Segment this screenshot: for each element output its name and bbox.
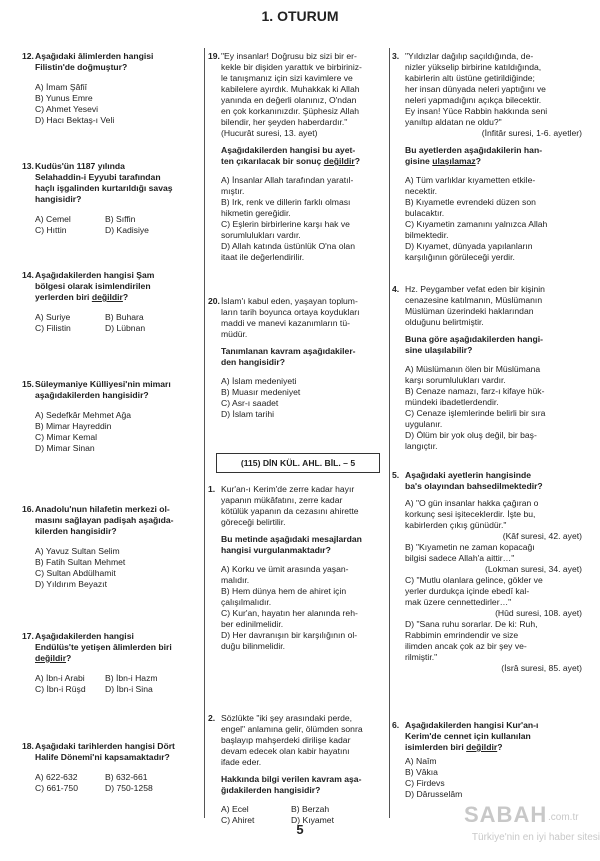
option[interactable]: C) Ahmet Yesevi xyxy=(35,104,99,114)
option[interactable]: D) "Sana ruhu sorarlar. De ki: Ruh, Rabbimin emrindendir ve size ilimden ancak çok az bir şey ve- rilmiştir." xyxy=(405,619,538,662)
question-12: 12. Aşağıdaki âlimlerden hangisi Filistin'de doğmuştur? A) İmam Şâfiî B) Yunus Emre C) Ahmet Yesevi D) Hacı Bektaş-ı Veli xyxy=(22,51,204,126)
option[interactable]: C) Kıyametin zamanını yalnızca Allah bilmektedir. xyxy=(405,219,548,240)
question-19: 19. "Ey insanlar! Doğrusu biz sizi bir er- kekle bir dişiden yarattık ve birbiriniz- le tanışmanız için sizi kavimlere ve kabilelere ayırdık. Muhakkak ki Allah yanında en değerli olanınız, O'ndan en çok korkanınızdır. Şüphesiz Allah bilendir, her şeyden haberdardır." (Hucurât suresi, 13. ayet) Aşağıdakilerden hangisi bu ayet- ten çıkarılacak bir sonuç değildir? A) İnsanlar Allah tarafından yaratıl- mıştır. B) Irk, renk ve dillerin farklı olması hikmetin gereğidir. C) Eşlerin birbirlerine karşı hak ve sorumlulukları vardır. D) Allah katında üstünlük O'na olan itaat ile değerlendirilir. xyxy=(208,51,388,263)
option[interactable]: A) Cemel xyxy=(35,214,71,224)
question-stem: Süleymaniye Külliyesi'nin mimarı aşağıdakilerden hangisidir? xyxy=(35,379,171,400)
question-stem: "Ey insanlar! Doğrusu biz sizi bir er- kekle bir dişiden yarattık ve birbiriniz- le tanışmanız için sizi kavimlere ve kabilelere ayırdık. Muhakkak ki Allah yanında en değerli olanınız, O'ndan en çok korkanınızdır. Şüphesiz Allah bilendir, her şeyden haberdardır." (Hucurât suresi, 13. ayet) xyxy=(221,51,362,138)
option[interactable]: C) Eşlerin birbirlerine karşı hak ve sorumlulukları vardır. xyxy=(221,219,350,240)
option[interactable]: B) Fatih Sultan Mehmet xyxy=(35,557,126,567)
option[interactable]: D) Her davranışın bir karşılığının ol- duğu bilinmelidir. xyxy=(221,630,358,651)
option[interactable]: B) Vâkıa xyxy=(405,767,438,777)
option[interactable]: A) Ecel xyxy=(221,804,249,814)
option[interactable]: A) Tüm varlıklar kıyametten etkile- necektir. xyxy=(405,175,536,196)
question-ask: Aşağıdakilerden hangisi bu ayet- ten çıkarılacak bir sonuç değildir? xyxy=(221,145,360,166)
option[interactable]: D) Ölüm bir yok oluş değil, bir baş- langıçtır. xyxy=(405,430,537,451)
option[interactable]: B) İbn-i Hazm xyxy=(105,673,158,683)
option[interactable]: D) İslam tarihi xyxy=(221,409,275,419)
option[interactable]: C) Firdevs xyxy=(405,778,445,788)
option[interactable]: A) İnsanlar Allah tarafından yaratıl- mıştır. xyxy=(221,175,354,196)
option[interactable]: B) Irk, renk ve dillerin farklı olması hikmetin gereğidir. xyxy=(221,197,351,218)
watermark-brand: SABAH xyxy=(464,802,548,827)
question-13: 13. Kudüs'ün 1187 yılında Selahaddin-i Eyyubi tarafından haçlı işgalinden kurtarıldığı savaş hangisidir? A) Cemel B) Sıffin C) Hıttin D) Kadisiye xyxy=(22,161,204,236)
option[interactable]: A) Yavuz Sultan Selim xyxy=(35,546,120,556)
option[interactable]: C) Asr-ı saadet xyxy=(221,398,279,408)
question-16: 16. Anadolu'nun hilafetin merkezi ol- masını sağlayan padişah aşağıda- kilerden hangisidir? A) Yavuz Sultan Selim B) Fatih Sultan Mehmet C) Sultan Abdülhamit D) Yıldırım Beyazıt xyxy=(22,504,204,590)
question-stem: Aşağıdaki ayetlerin hangisinde ba's olayından bahsedilmektedir? xyxy=(405,470,543,491)
option[interactable]: C) Kur'an, hayatın her alanında reh- ber edinilmelidir. xyxy=(221,608,358,629)
option[interactable]: C) Mimar Kemal xyxy=(35,432,98,442)
option[interactable]: B) Berzah xyxy=(291,804,330,814)
section-label: (115) DİN KÜL. AHL. BİL. – 5 xyxy=(216,453,380,473)
option[interactable]: B) Yunus Emre xyxy=(35,93,93,103)
option[interactable]: A) Sedefkâr Mehmet Ağa xyxy=(35,410,132,420)
watermark-slogan: Türkiye'nin en iyi haber sitesi xyxy=(471,832,600,843)
question-stem: Anadolu'nun hilafetin merkezi ol- masını sağlayan padişah aşağıda- kilerden hangisidir? xyxy=(35,504,174,536)
question-ask: Bu ayetlerden aşağıdakilerin han- gisine ulaşılamaz? xyxy=(405,145,543,166)
option[interactable]: C) İbn-i Rüşd xyxy=(35,684,86,694)
option[interactable]: D) İbn-i Sina xyxy=(105,684,153,694)
option[interactable]: D) Kadisiye xyxy=(105,225,149,235)
question-2: 2. Sözlükte "iki şey arasındaki perde, engel" anlamına gelir, ölümden sonra başlayıp mahşerdeki dirilişe kadar devam edecek olan kabir hayatını ifade eder. Hakkında bilgi verilen kavram aşa- ğıdakilerden hangisidir? A) Ecel B) Berzah C) Ahiret D) Kıyamet xyxy=(208,713,388,826)
option[interactable]: B) Kıyametle evrendeki düzen son bulacaktır. xyxy=(405,197,536,218)
question-stem: Aşağıdakilerden hangisi Şam bölgesi olarak isimlendirilen yerlerden biri değildir? xyxy=(35,270,155,302)
question-stem: İslam'ı kabul eden, yaşayan toplum- ların tarih boyunca ortaya koydukları maddi ve manevi kazanımların tü- müdür. xyxy=(221,296,360,339)
question-stem: Kudüs'ün 1187 yılında Selahaddin-i Eyyubi tarafından haçlı işgalinden kurtarıldığı savaş hangisidir? xyxy=(35,161,173,204)
option[interactable]: C) Cenaze işlemlerinde belirli bir sıra uygulanır. xyxy=(405,408,546,429)
page-number: 5 xyxy=(296,822,304,837)
question-6: 6. Aşağıdakilerden hangisi Kur'an-ı Kerim'de cennet için kullanılan isimlerden biri değildir? A) Naîm B) Vâkıa C) Firdevs D) Dârusselâm xyxy=(392,720,582,800)
option[interactable]: A) İbn-i Arabi xyxy=(35,673,85,683)
option[interactable]: D) Lübnan xyxy=(105,323,146,333)
option[interactable]: A) 622-632 xyxy=(35,772,78,782)
option[interactable]: D) Kıyamet, dünyada yapılanların karşılığının görüleceği yerdir. xyxy=(405,241,533,262)
column-divider xyxy=(389,48,390,818)
option[interactable]: C) "Mutlu olanlara gelince, gökler ve yerler durdukça içinde ebedî kal- mak üzere cennettedirler…" xyxy=(405,575,543,607)
option[interactable]: B) "Kıyametin ne zaman kopacağı bilgisi sadece Allah'a aittir…" xyxy=(405,542,535,563)
option[interactable]: A) Müslümanın ölen bir Müslümana karşı sorumlulukları vardır. xyxy=(405,364,541,385)
option[interactable]: A) "O gün insanlar hakka çağıran o korkunç sesi işiteceklerdir. İşte bu, kabirlerden çıkış günüdür." xyxy=(405,498,539,530)
question-20: 20. İslam'ı kabul eden, yaşayan toplum- ların tarih boyunca ortaya koydukları maddi ve manevi kazanımların tü- müdür. Tanımlanan kavram aşağıdakiler- den hangisidir? A) İslam medeniyeti B) Muasır medeniyet C) Asr-ı saadet D) İslam tarihi xyxy=(208,296,388,420)
option[interactable]: A) İslam medeniyeti xyxy=(221,376,297,386)
question-ask: Tanımlanan kavram aşağıdakiler- den hangisidir? xyxy=(221,346,356,367)
question-17: 17. Aşağıdakilerden hangisi Endülüs'te yetişen âlimlerden biri değildir? A) İbn-i Arabi B) İbn-i Hazm C) İbn-i Rüşd D) İbn-i Sina xyxy=(22,631,204,695)
option[interactable]: C) 661-750 xyxy=(35,783,78,793)
option[interactable]: B) Sıffin xyxy=(105,214,136,224)
verse-source: (İnfitâr suresi, 1-6. ayetler) xyxy=(481,128,582,138)
question-ask: Bu metinde aşağıdaki mesajlardan hangisi vurgulanmaktadır? xyxy=(221,534,362,555)
option[interactable]: C) Sultan Abdülhamit xyxy=(35,568,116,578)
question-stem: Sözlükte "iki şey arasındaki perde, engel" anlamına gelir, ölümden sonra başlayıp mahşerdeki dirilişe kadar devam edecek olan kabir hayatını ifade eder. xyxy=(221,713,363,767)
option[interactable]: C) Filistin xyxy=(35,323,71,333)
question-5: 5. Aşağıdaki ayetlerin hangisinde ba's olayından bahsedilmektedir? A) "O gün insanlar hakka çağıran o korkunç sesi işiteceklerdir. İşte bu, kabirlerden çıkış günüdür." (Kâf suresi, 42. ayet) B) "Kıyametin ne zaman kopacağı bilgisi sadece Allah'a aittir…" (Lokman suresi, 34. ayet) C) "Mutlu olanlara gelince, gökler ve yerler durdukça içinde ebedî kal- mak üzere cennettedirler…" (Hûd suresi, 108. ayet) D) "Sana ruhu sorarlar. De ki: Ruh, Rabbimin emrindendir ve size ilimden ancak çok az bir şey ve- rilmiştir." (İsrâ suresi, 85. ayet) xyxy=(392,470,582,673)
question-14: 14. Aşağıdakilerden hangisi Şam bölgesi olarak isimlendirilen yerlerden biri değildir? A) Suriye B) Buhara C) Filistin D) Lübnan xyxy=(22,270,204,334)
question-stem: Aşağıdaki tarihlerden hangisi Dört Halife Dönemi'ni kapsamaktadır? xyxy=(35,741,175,762)
option[interactable]: D) 750-1258 xyxy=(105,783,153,793)
option[interactable]: A) İmam Şâfiî xyxy=(35,82,88,92)
question-stem: Aşağıdakilerden hangisi Kur'an-ı Kerim'de cennet için kullanılan isimlerden biri değildir? xyxy=(405,720,539,752)
question-4: 4. Hz. Peygamber vefat eden bir kişinin cenazesine katılmanın, Müslümanın Müslüman üzerindeki haklarından olduğunu belirtmiştir. Buna göre aşağıdakilerden hangi- sine ulaşılabilir? A) Müslümanın ölen bir Müslümana karşı sorumlulukları vardır. B) Cenaze namazı, farz-ı kifaye hük- mündeki ibadetlerdendir. C) Cenaze işlemlerinde belirli bir sıra uygulanır. D) Ölüm bir yok oluş değil, bir baş- langıçtır. xyxy=(392,284,582,452)
option[interactable]: B) Muasır medeniyet xyxy=(221,387,301,397)
verse-source: (Hûd suresi, 108. ayet) xyxy=(495,608,582,618)
question-stem: Aşağıdaki âlimlerden hangisi Filistin'de doğmuştur? xyxy=(35,51,154,72)
question-stem: "Yıldızlar dağılıp saçıldığında, de- nizler yükselip birbirine katıldığında, kabirlerin altı üstüne getirildiğinde; her insan dünyada neleri yaptığını ve neleri yapmadığını açıkça bilecektir. Ey insan! Yüce Rabbin hakkında seni yanıltıp aldatan ne oldu?" xyxy=(405,51,548,127)
verse-source: (İsrâ suresi, 85. ayet) xyxy=(501,663,582,673)
question-ask: Hakkında bilgi verilen kavram aşa- ğıdakilerden hangisidir? xyxy=(221,774,362,795)
option[interactable]: B) Mimar Hayreddin xyxy=(35,421,112,431)
question-ask: Buna göre aşağıdakilerden hangi- sine ulaşılabilir? xyxy=(405,334,544,355)
column-divider xyxy=(204,48,205,818)
option[interactable]: B) Buhara xyxy=(105,312,144,322)
option[interactable]: B) Hem dünya hem de ahiret için çalışılmalıdır. xyxy=(221,586,347,607)
watermark-domain: .com.tr xyxy=(548,812,579,823)
option[interactable]: D) Kıyamet xyxy=(291,815,334,825)
option[interactable]: D) Yıldırım Beyazıt xyxy=(35,579,107,589)
option[interactable]: D) Dârusselâm xyxy=(405,789,463,799)
verse-source: (Lokman suresi, 34. ayet) xyxy=(485,564,582,574)
option[interactable]: C) Hıttin xyxy=(35,225,67,235)
option[interactable]: B) Cenaze namazı, farz-ı kifaye hük- mündeki ibadetlerdendir. xyxy=(405,386,545,407)
option[interactable]: D) Allah katında üstünlük O'na olan itaat ile değerlendirilir. xyxy=(221,241,355,262)
option[interactable]: B) 632-661 xyxy=(105,772,148,782)
question-stem: Hz. Peygamber vefat eden bir kişinin cenazesine katılmanın, Müslümanın Müslüman üzerindeki haklarından olduğunu belirtmiştir. xyxy=(405,284,545,327)
option[interactable]: A) Korku ve ümit arasında yaşan- malıdır. xyxy=(221,564,349,585)
question-3: 3. "Yıldızlar dağılıp saçıldığında, de- nizler yükselip birbirine katıldığında, kabirlerin altı üstüne getirildiğinde; her insan dünyada neleri yaptığını ve neleri yapmadığını açıkça bilecektir. Ey insan! Yüce Rabbin hakkında seni yanıltıp aldatan ne oldu?" (İnfitâr suresi, 1-6. ayetler) Bu ayetlerden aşağıdakilerin han- gisine ulaşılamaz? A) Tüm varlıklar kıyametten etkile- necektir. B) Kıyametle evrendeki düzen son bulacaktır. C) Kıyametin zamanını yalnızca Allah bilmektedir. D) Kıyamet, dünyada yapılanların karşılığının görüleceği yerdir. xyxy=(392,51,582,262)
question-stem: Kur'an-ı Kerim'de zerre kadar hayır yapanın mükâfatını, zerre kadar kötülük yapanın da cezasını ahirette göreceği belirtilir. xyxy=(221,484,359,527)
option[interactable]: D) Hacı Bektaş-ı Veli xyxy=(35,115,115,125)
question-1: 1. Kur'an-ı Kerim'de zerre kadar hayır yapanın mükâfatını, zerre kadar kötülük yapanın da cezasını ahirette göreceği belirtilir. Bu metinde aşağıdaki mesajlardan hangisi vurgulanmaktadır? A) Korku ve ümit arasında yaşan- malıdır. B) Hem dünya hem de ahiret için çalışılmalıdır. C) Kur'an, hayatın her alanında reh- ber edinilmelidir. D) Her davranışın bir karşılığının ol- duğu bilinmelidir. xyxy=(208,484,388,652)
page-title: 1. OTURUM xyxy=(261,8,339,24)
question-18: 18. Aşağıdaki tarihlerden hangisi Dört Halife Dönemi'ni kapsamaktadır? A) 622-632 B) 632-661 C) 661-750 D) 750-1258 xyxy=(22,741,204,794)
question-stem: Aşağıdakilerden hangisi Endülüs'te yetişen âlimlerden biri değildir? xyxy=(35,631,172,663)
option[interactable]: C) Ahiret xyxy=(221,815,255,825)
option[interactable]: A) Naîm xyxy=(405,756,437,766)
question-15: 15. Süleymaniye Külliyesi'nin mimarı aşağıdakilerden hangisidir? A) Sedefkâr Mehmet Ağa B) Mimar Hayreddin C) Mimar Kemal D) Mimar Sinan xyxy=(22,379,204,454)
option[interactable]: A) Suriye xyxy=(35,312,71,322)
option[interactable]: D) Mimar Sinan xyxy=(35,443,95,453)
verse-source: (Kâf suresi, 42. ayet) xyxy=(502,531,582,541)
